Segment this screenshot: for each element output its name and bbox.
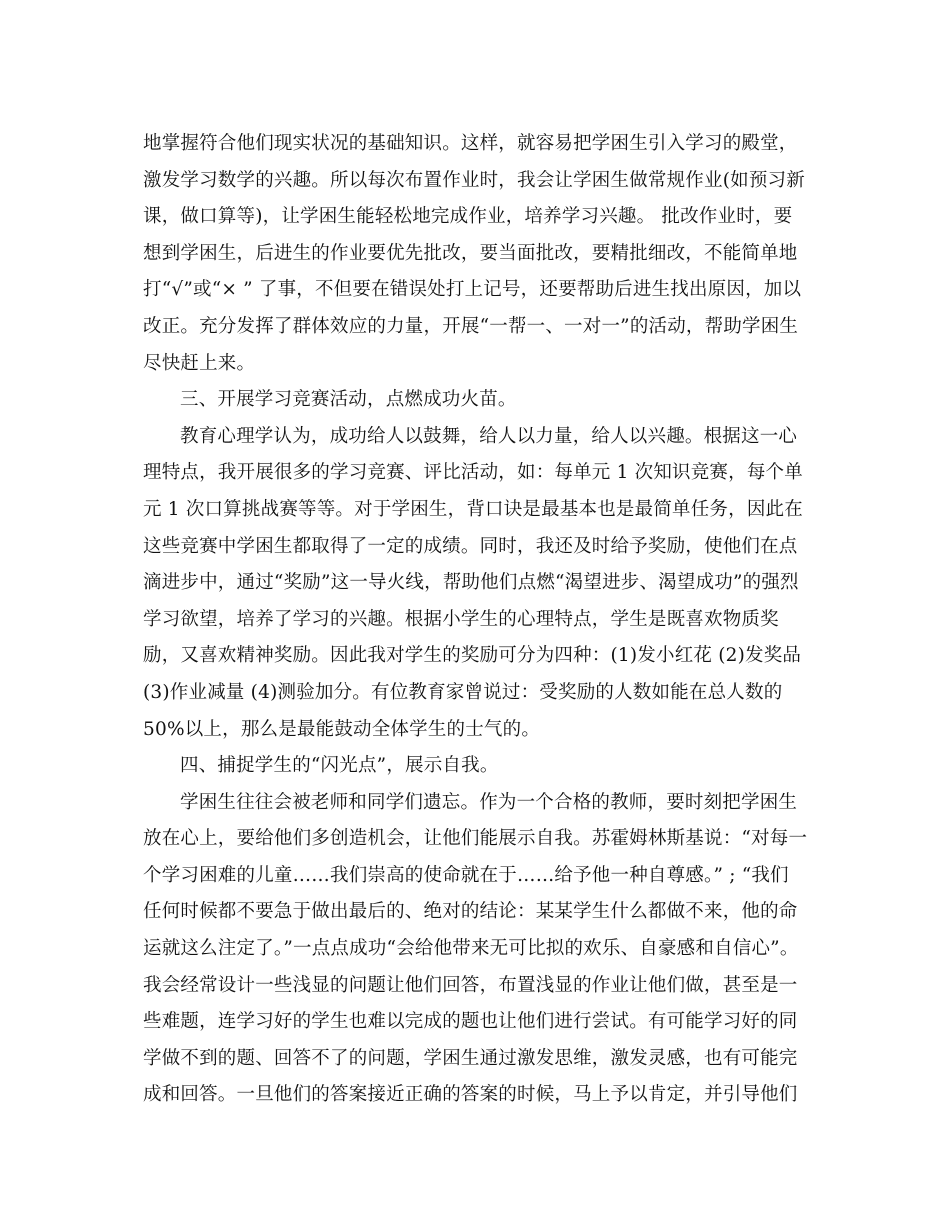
text-line: 地掌握符合他们现实状况的基础知识。这样，就容易把学困生引入学习的殿堂， [143,133,798,154]
text-line: 课，做口算等)，让学困生能轻松地完成作业，培养学习兴趣。 批改作业时，要 [143,206,793,228]
text-line: 改正。充分发挥了群体效应的力量，开展“一帮一、一对一”的活动，帮助学困生 [143,315,799,337]
text-line: 滴进步中，通过“奖励”这一导火线，帮助他们点燃“渴望进步、渴望成功”的强烈 [143,572,799,594]
body-text [143,126,808,1114]
text-line: 激发学习数学的兴趣。所以每次布置作业时，我会让学困生做常规作业(如预习新 [143,169,805,191]
text-line: 个学习困难的儿童……我们崇高的使命就在于……给予他一种自尊感。” ; “我们 [143,864,789,886]
text-line: 放在心上，要给他们多创造机会，让他们能展示自我。苏霍姆林斯基说：“对每一 [143,828,808,850]
text-line: 理特点，我开展很多的学习竞赛、评比活动，如：每单元 1 次知识竞赛，每个单 [143,462,803,484]
text-line: 些难题，连学习好的学生也难以完成的题也让他们进行尝试。有可能学习好的同 [143,1011,798,1033]
text-line: 励，又喜欢精神奖励。因此我对学生的奖励可分为四种：(1)发小红花 (2)发奖品 [143,645,802,667]
text-line: 想到学困生，后进生的作业要优先批改，要当面批改，要精批细改，不能简单地 [143,242,798,264]
text-line: 打“√”或“× ” 了事，不但要在错误处打上记号，还要帮助后进生找出原因，加以 [143,279,802,301]
text-line: 50%以上，那么是最能鼓动全体学生的士气的。 [143,718,541,740]
text-line: 元 1 次口算挑战赛等等。对于学困生，背口诀是最基本也是最简单任务，因此在 [143,498,803,520]
paragraph-first-line: 三、开展学习竞赛活动，点燃成功火苗。 [180,389,517,411]
text-line: 任何时候都不要急于做出最后的、绝对的结论：某某学生什么都做不来，他的命 [143,901,798,923]
text-line: 这些竞赛中学困生都取得了一定的成绩。同时，我还及时给予奖励，使他们在点 [143,535,798,557]
text-line: 我会经常设计一些浅显的问题让他们回答，布置浅显的作业让他们做，甚至是一 [143,974,798,996]
text-line: 学做不到的题、回答不了的问题，学困生通过激发思维，激发灵感，也有可能完 [143,1047,798,1069]
text-line: (3)作业减量 (4)测验加分。有位教育家曾说过：受奖励的人数如能在总人数的 [143,681,783,703]
text-line: 运就这么注定了。”一点点成功“会给他带来无可比拟的欢乐、自豪感和自信心”。 [143,938,799,960]
paragraph-first-line: 教育心理学认为，成功给人以鼓舞，给人以力量，给人以兴趣。根据这一心 [180,425,798,447]
text-line: 尽快赶上来。 [143,352,256,374]
paragraph-first-line: 学困生往往会被老师和同学们遗忘。作为一个合格的教师，要时刻把学困生 [180,791,798,813]
text-line: 学习欲望，培养了学习的兴趣。根据小学生的心理特点，学生是既喜欢物质奖 [143,608,779,630]
paragraph-first-line: 四、捕捉学生的“闪光点”，展示自我。 [180,755,499,777]
text-line: 成和回答。一旦他们的答案接近正确的答案的时候，马上予以肯定，并引导他们 [143,1084,798,1106]
